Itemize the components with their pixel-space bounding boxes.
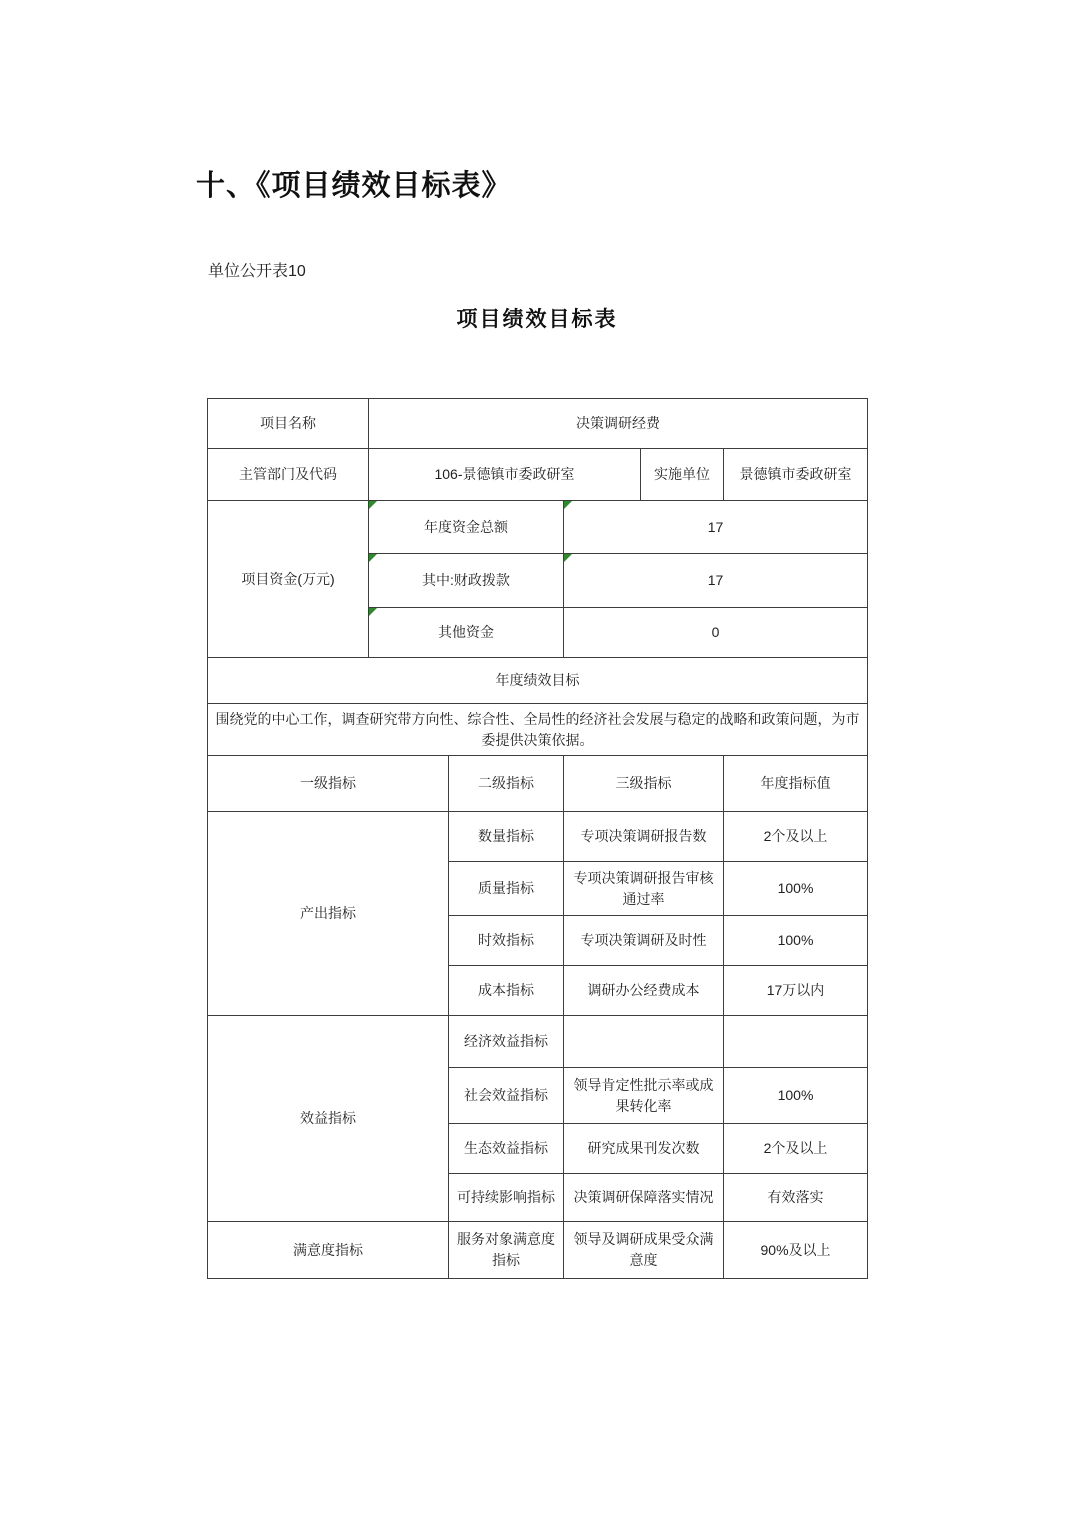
target-value-cell	[724, 1016, 868, 1068]
level3-cell	[564, 1174, 724, 1222]
implementer-label: 实施单位	[654, 466, 710, 482]
implementer-value: 景德镇市委政研室	[739, 466, 852, 482]
target-value: 有效落实	[767, 1189, 824, 1205]
target-value: 90%及以上	[760, 1241, 831, 1258]
level2-cell	[449, 966, 564, 1016]
section-heading: 十、《项目绩效目标表》	[196, 170, 512, 202]
level3-label: 领导肯定性批示率或成果转化率	[573, 1076, 714, 1114]
funding-amount: 17	[707, 572, 724, 588]
project-name-label: 项目名称	[260, 415, 316, 431]
funding-item-cell	[369, 501, 564, 554]
target-value-cell	[724, 1124, 868, 1174]
annual-goal-text-cell	[208, 704, 868, 756]
funding-label-cell	[208, 501, 369, 658]
indicator-header-value: 年度指标值	[760, 775, 831, 791]
level1-label: 满意度指标	[293, 1241, 363, 1258]
level2-cell	[449, 1124, 564, 1174]
implementer-label-cell	[641, 449, 724, 501]
department-label-cell	[208, 449, 369, 501]
level2-label: 数量指标	[478, 828, 534, 844]
indicator-header-level1-cell	[208, 756, 449, 812]
level1-cell	[208, 1016, 449, 1222]
table-title: 项目绩效目标表	[456, 308, 618, 331]
indicator-header-level2-cell	[449, 756, 564, 812]
department-value-cell	[369, 449, 641, 501]
funding-item: 年度资金总额	[424, 518, 508, 535]
funding-item: 其中:财政拨款	[422, 572, 510, 588]
level3-cell	[564, 1124, 724, 1174]
target-value-cell	[724, 862, 868, 916]
funding-item-cell	[369, 554, 564, 608]
level1-cell	[208, 1222, 449, 1279]
level3-cell	[564, 812, 724, 862]
target-value: 2个及以上	[763, 1140, 828, 1156]
funding-amount: 0	[711, 624, 720, 640]
level3-label: 专项决策调研报告数	[580, 828, 707, 844]
performance-target-table	[207, 398, 868, 1279]
level3-label: 调研办公经费成本	[587, 982, 700, 998]
target-value-cell	[724, 916, 868, 966]
corner-marker-icon	[369, 501, 377, 509]
level1-cell	[208, 812, 449, 1016]
funding-amount-cell	[564, 608, 868, 658]
level2-cell	[449, 1222, 564, 1279]
level3-label: 研究成果刊发次数	[587, 1140, 700, 1156]
level3-cell	[564, 966, 724, 1016]
level2-label: 质量指标	[478, 880, 534, 896]
level3-label: 专项决策调研报告审核通过率	[573, 869, 714, 907]
annual-goal-header-cell	[208, 658, 868, 704]
funding-item: 其他资金	[438, 624, 494, 640]
target-value-cell	[724, 812, 868, 862]
target-value-cell	[724, 1222, 868, 1279]
target-value: 100%	[777, 880, 814, 896]
project-name-value: 决策调研经费	[576, 415, 661, 431]
level3-label: 决策调研保障落实情况	[573, 1189, 714, 1205]
level2-cell	[449, 1016, 564, 1068]
indicator-header-level3-cell	[564, 756, 724, 812]
project-name-value-cell	[369, 399, 868, 449]
project-name-label-cell	[208, 399, 369, 449]
annual-goal-header: 年度绩效目标	[495, 672, 580, 688]
funding-amount-cell	[564, 554, 868, 608]
department-label: 主管部门及代码	[239, 466, 337, 482]
annual-goal-text: 围绕党的中心工作，调查研究带方向性、综合性、全局性的经济社会发展与稳定的战略和政策问题，为市委提供决策依据。	[215, 710, 860, 748]
level2-label: 社会效益指标	[464, 1087, 548, 1103]
level2-cell	[449, 1068, 564, 1124]
level3-cell	[564, 1068, 724, 1124]
level2-label: 经济效益指标	[464, 1033, 548, 1049]
target-value: 17万以内	[766, 982, 825, 998]
table-note: 单位公开表10	[208, 263, 306, 280]
funding-amount-cell	[564, 501, 868, 554]
level3-cell	[564, 916, 724, 966]
level2-label: 时效指标	[478, 932, 534, 948]
level2-cell	[449, 812, 564, 862]
department-value: 106-景德镇市委政研室	[434, 466, 575, 482]
level2-cell	[449, 916, 564, 966]
level3-label: 专项决策调研及时性	[580, 932, 707, 948]
funding-amount: 17	[707, 518, 724, 535]
target-value-cell	[724, 1068, 868, 1124]
target-value-cell	[724, 1174, 868, 1222]
level1-label: 效益指标	[300, 1110, 356, 1126]
level3-cell	[564, 1222, 724, 1279]
corner-marker-icon	[564, 554, 572, 562]
target-value: 100%	[777, 1087, 814, 1103]
level3-cell	[564, 862, 724, 916]
target-value: 100%	[777, 932, 814, 948]
indicator-header-level3: 三级指标	[615, 775, 672, 791]
funding-item-cell	[369, 608, 564, 658]
implementer-value-cell	[724, 449, 868, 501]
corner-marker-icon	[369, 608, 377, 616]
funding-label: 项目资金(万元)	[241, 570, 335, 587]
level2-label: 生态效益指标	[464, 1140, 548, 1156]
level2-cell	[449, 1174, 564, 1222]
target-value-cell	[724, 966, 868, 1016]
indicator-header-level1: 一级指标	[300, 775, 356, 791]
level3-label: 领导及调研成果受众满意度	[573, 1231, 714, 1268]
level1-label: 产出指标	[300, 905, 356, 921]
target-value: 2个及以上	[763, 828, 828, 844]
indicator-header-value-cell	[724, 756, 868, 812]
level2-label: 服务对象满意度指标	[457, 1231, 555, 1268]
corner-marker-icon	[564, 501, 572, 509]
level2-label: 可持续影响指标	[457, 1189, 555, 1205]
level3-cell	[564, 1016, 724, 1068]
indicator-header-level2: 二级指标	[478, 775, 534, 791]
level2-cell	[449, 862, 564, 916]
level2-label: 成本指标	[478, 982, 534, 998]
corner-marker-icon	[369, 554, 377, 562]
